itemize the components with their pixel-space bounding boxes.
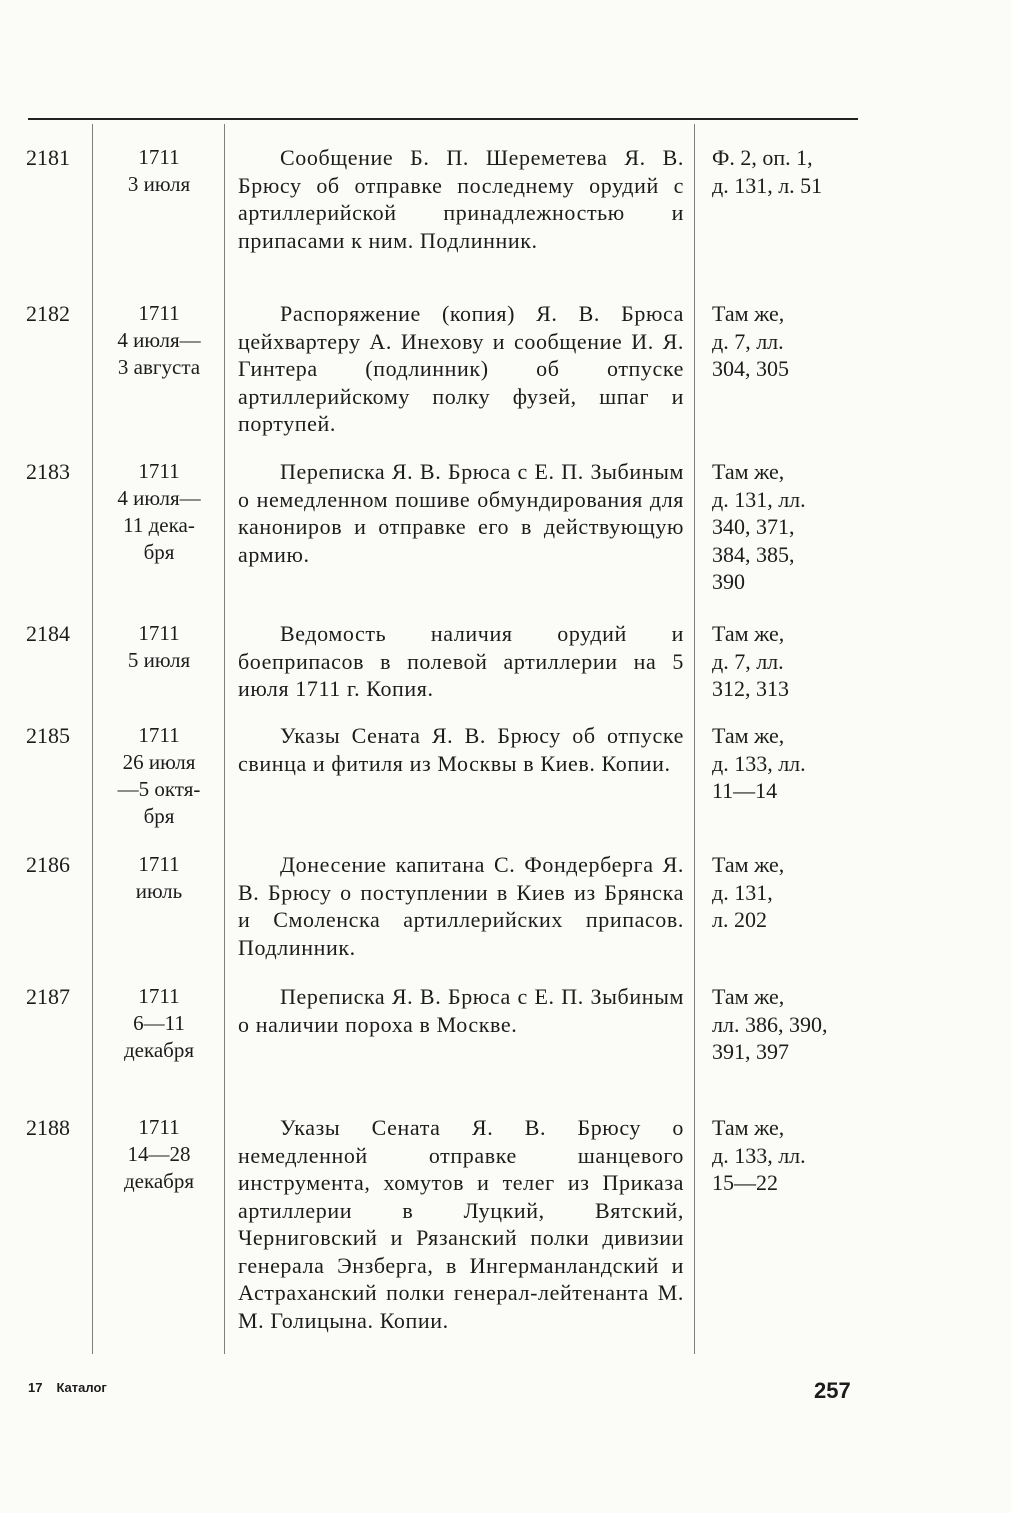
entry-description: Донесение капитана С. Фондерберга Я. В. Брюсу о поступлении в Киев из Брянска и Смоленска артиллерийских припасов. Подлинник. [238, 852, 684, 960]
entry-date-line: 3 августа [117, 355, 201, 379]
entry-archive-reference [712, 144, 862, 199]
entry-date [96, 620, 222, 674]
entry-date-line: 1711 [138, 852, 180, 876]
entry-ref-line: Там же, [712, 984, 785, 1009]
entry-date-line: 1711 [138, 145, 180, 169]
entry-date [96, 144, 222, 198]
entry-ref-line: 384, 385, [712, 541, 795, 567]
entry-number: 2184 [26, 621, 70, 646]
entry-date-line: 1711 [138, 1115, 180, 1139]
entry-date [96, 983, 222, 1064]
entry-archive-reference [712, 1114, 862, 1197]
entry-ref-line: Там же, [712, 852, 785, 877]
signature-mark: 17 [28, 1380, 43, 1395]
entry-date [96, 300, 222, 381]
entry-date-line: 1711 [138, 984, 180, 1008]
entry-ref-line: д. 131, [712, 879, 773, 905]
entry-ref-line: 340, 371, [712, 514, 795, 539]
entry-date [96, 722, 222, 830]
signature-title: Каталог [56, 1380, 107, 1395]
entry-date-line: декабря [123, 1169, 195, 1193]
entry-ref-line: 390 [712, 569, 745, 594]
entry-number: 2186 [26, 852, 70, 877]
entry-description: Указы Сената Я. В. Брюсу об отпуске свинца и фитиля из Москвы в Киев. Копии. [238, 723, 684, 776]
entry-ref-line: д. 131, л. 51 [712, 172, 823, 198]
entry-date [96, 851, 222, 905]
entry-ref-line: д. 7, лл. [712, 328, 784, 354]
entry-date-line: 11 дека- [123, 513, 195, 537]
entry-ref-line: л. 202 [712, 907, 767, 932]
entry-date-line: 1711 [138, 723, 180, 747]
entry-date-line: бря [143, 540, 175, 564]
entry-ref-line: д. 7, лл. [712, 648, 784, 674]
entry-date [96, 1114, 222, 1195]
entry-number: 2187 [26, 984, 70, 1009]
entry-ref-line: Ф. 2, оп. 1, [712, 145, 813, 170]
entry-ref-line: 312, 313 [712, 676, 789, 701]
entry-date-line: —5 октя- [117, 777, 201, 801]
entry-number: 2185 [26, 723, 70, 748]
entry-ref-line: д. 133, лл. [712, 750, 806, 776]
entry-number: 2182 [26, 301, 70, 326]
entry-ref-line: 11—14 [712, 778, 778, 803]
page-number: 257 [814, 1378, 851, 1403]
entry-number: 2181 [26, 145, 70, 170]
top-rule [28, 118, 858, 120]
entry-ref-line: Там же, [712, 723, 785, 748]
entry-description: Переписка Я. В. Брюса с Е. П. Зыбиным о немедленном пошиве обмундирования для канониров и отправке его в действующую армию. [238, 459, 684, 567]
entry-archive-reference [712, 620, 862, 703]
entry-ref-line: 304, 305 [712, 356, 789, 381]
column-divider-date [224, 124, 225, 1354]
entry-number: 2188 [26, 1115, 70, 1140]
entry-date [96, 458, 222, 566]
entry-date-line: 26 июля [122, 750, 196, 774]
entry-description: Переписка Я. В. Брюса с Е. П. Зыбиным о наличии пороха в Москве. [238, 984, 684, 1037]
entry-date-line: 3 июля [127, 172, 191, 196]
entry-description: Указы Сената Я. В. Брюсу о немедленной отправке шанцевого инструмента, хомутов и телег из Приказа артиллерии в Луцкий, Вятский, Черниговский и Рязанский полки дивизии генерала Энзберга, в Ингерманландский и Астраханский полки генерал-лейтенанта М. М. Голицына. Копии. [238, 1115, 684, 1333]
entry-date-line: июль [135, 879, 183, 903]
column-divider-number [92, 124, 93, 1354]
column-divider-description [694, 124, 695, 1354]
entry-date-line: декабря [123, 1038, 195, 1062]
entry-description: Ведомость наличия орудий и боеприпасов в полевой артиллерии на 5 июля 1711 г. Копия. [238, 621, 684, 701]
entry-date-line: 6—11 [133, 1011, 185, 1035]
entry-ref-line: д. 133, лл. [712, 1142, 806, 1168]
entry-ref-line: Там же, [712, 301, 785, 326]
entry-date-line: 1711 [138, 301, 180, 325]
entry-date-line: 4 июля— [117, 486, 201, 510]
entry-date-line: 4 июля— [117, 328, 201, 352]
entry-ref-line: Там же, [712, 459, 785, 484]
entry-description: Сообщение Б. П. Шереметева Я. В. Брюсу об отправке последнему орудий с артиллерийской принадлежностью и припасами к ним. Подлинник. [238, 145, 684, 253]
entry-archive-reference [712, 458, 862, 596]
entry-ref-line: 391, 397 [712, 1039, 789, 1064]
entry-description: Распоряжение (копия) Я. В. Брюса цейхвартеру А. Инехову и сообщение И. Я. Гинтера (подлинник) об отпуске артиллерийскому полку фузей, шпаг и портупей. [238, 301, 684, 436]
entry-date-line: 1711 [138, 459, 180, 483]
entry-date-line: 5 июля [127, 648, 191, 672]
entry-ref-line: д. 131, лл. [712, 486, 806, 512]
entry-ref-line: лл. 386, 390, [712, 1011, 828, 1037]
entry-archive-reference [712, 851, 862, 934]
entry-ref-line: Там же, [712, 1115, 785, 1140]
entry-date-line: 1711 [138, 621, 180, 645]
entry-date-line: бря [143, 804, 175, 828]
signature-footer [28, 1380, 107, 1395]
entry-date-line: 14—28 [127, 1142, 191, 1166]
entry-ref-line: 15—22 [712, 1170, 778, 1195]
entry-ref-line: Там же, [712, 621, 785, 646]
entry-archive-reference [712, 722, 862, 805]
entry-archive-reference [712, 300, 862, 383]
entry-number: 2183 [26, 459, 70, 484]
entry-archive-reference [712, 983, 862, 1066]
